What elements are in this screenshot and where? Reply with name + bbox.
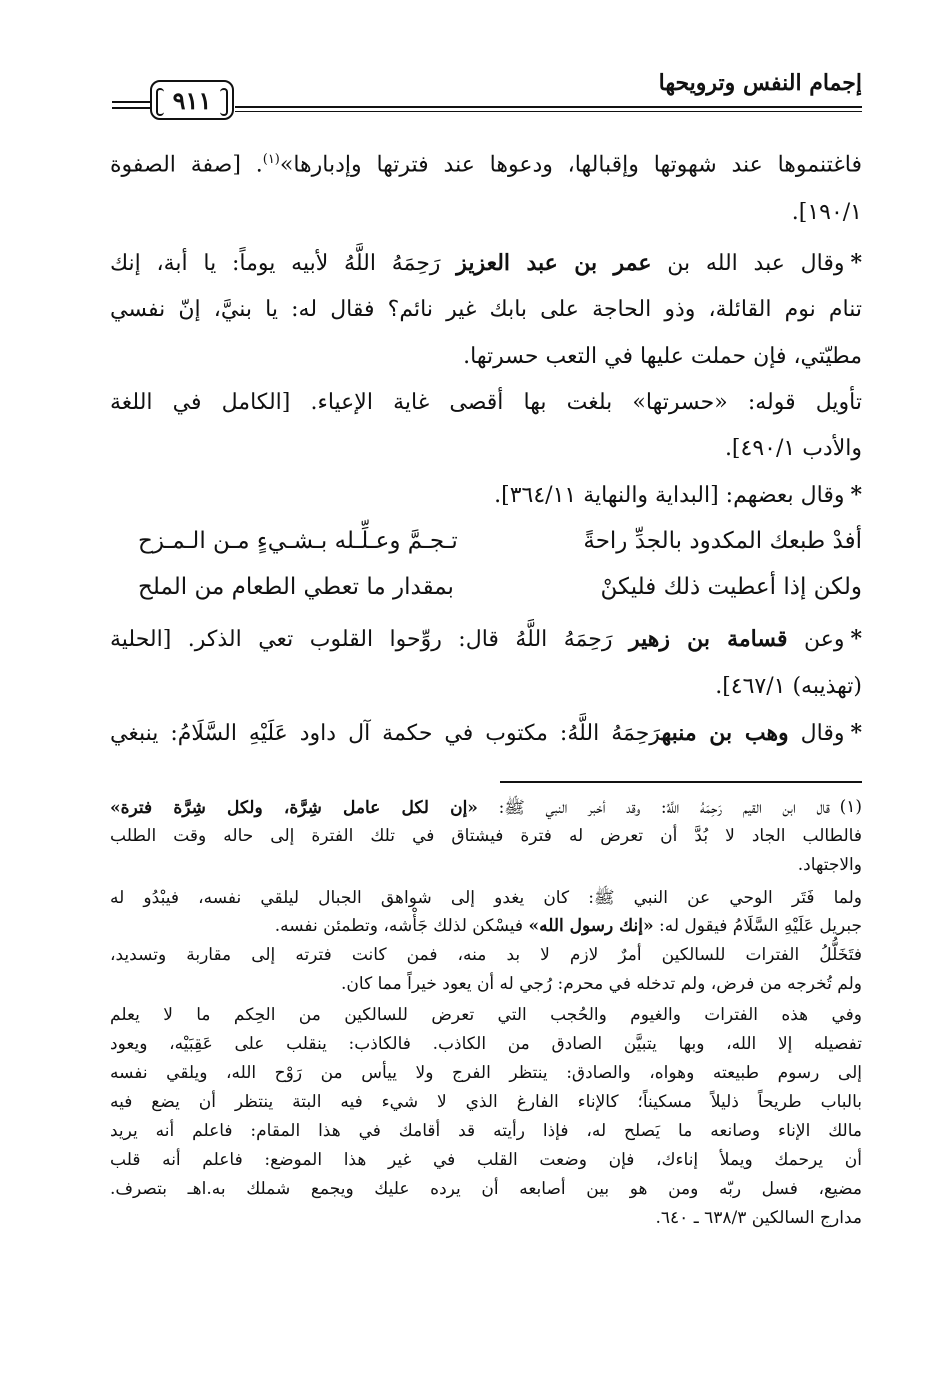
header-rule-thin	[235, 111, 862, 112]
bullet-star: *	[850, 626, 862, 652]
hadith-quote: «إنك رسول الله»	[528, 916, 654, 936]
body-text: رَحِمَهُ اللَّهُ لأبيه يوماً: يا أبة، إنك	[110, 251, 441, 276]
footnote-line-4: ولما فَتَر الوحي عن النبي ﷺ: كان يغدو إلى شواهق الجبال ليلقي نفسه، فيبْدُو له	[110, 888, 863, 908]
body-text: رَحِمَهُ اللَّهُ قال: روِّحوا القلوب تعي الذكر. [الحلية	[110, 627, 613, 652]
body-text: وقال	[800, 721, 845, 746]
body-line-4	[110, 297, 862, 322]
page-number-text: ٩١١	[172, 85, 212, 115]
verse-1-first-hemistich: أفدْ طبعك المكدود بالجدِّ راحةً	[583, 528, 862, 554]
header-rule	[235, 106, 862, 108]
bullet-star: *	[850, 720, 863, 746]
footnote-line-8: وفي هذه الفترات والغيوم والحُجب التي تعرض للسالكين من الحِكم ما لا يعلم	[110, 1005, 862, 1025]
verse-2-second-hemistich: بمقدار ما تعطي الطعام من الملح	[138, 574, 454, 600]
footnote-line-5	[110, 916, 862, 936]
body-line-3	[110, 250, 862, 276]
body-text: وقال عبد الله بن	[667, 251, 845, 276]
verse-1-second-hemistich: تـجـمَّ وعـلِّـله بـشـيءٍ مـن الـمـزح	[138, 528, 458, 554]
footnote-ref: (١)	[262, 152, 280, 167]
body-line-11	[110, 720, 862, 746]
footnote-number: (١)	[839, 797, 862, 817]
body-text: رَحِمَهُ اللَّهُ: مكتوب في حكمة آل داود عَلَيْهِ السَّلَامُ: ينبغي	[110, 721, 662, 746]
footnote-text: جبريل عَلَيْهِ السَّلَامُ فيقول له:	[658, 916, 862, 936]
body-text: وقال بعضهم: [البداية والنهاية ٣٦٤/١١].	[494, 483, 845, 508]
body-line-5	[110, 344, 862, 369]
running-header-title: إجمام النفس وترويحها	[658, 70, 862, 96]
body-line-9	[110, 626, 862, 652]
footnote-line-7: ولم تُخرجه من فرض، ولم تدخله في محرم: رُجي له أن يعود خيراً مما كان.	[341, 974, 862, 994]
verse-2-first-hemistich: ولكن إذا أعطيت ذلك فليكنْ	[600, 574, 862, 600]
body-text: تأويل قوله: «حسرتها» بلغت بها أقصى غاية الإعياء. [الكامل في اللغة	[110, 390, 862, 415]
footnote-line-12: مالك الإناء وصانعه ما يَصلح له، فإذا رأيته قد أقامك في هذا المقام: فاعلم أنه يريد	[110, 1121, 862, 1141]
body-text: . [صفة الصفوة	[110, 152, 263, 178]
body-line-2	[110, 200, 862, 225]
body-text: (تهذيبه) ٤٦٧/١].	[715, 674, 862, 699]
hadith-quote: «إن لكل عامل شِرَّة، ولكل شِرَّة فترة»	[110, 798, 478, 818]
body-line-10	[110, 674, 862, 699]
footnote-text: فيسْكن لذلك جَأْشه، وتطمئن نفسه.	[274, 916, 524, 936]
footnote-line-1	[110, 797, 830, 822]
footnote-line-2: فالطالب الجاد لا بُدَّ أن تعرض له فترة فيشتاق في تلك الفترة إلى حاله وقت الطلب	[110, 826, 862, 846]
page-number	[150, 80, 234, 120]
body-line-6	[110, 390, 862, 415]
body-text: تنام نوم القائلة، وذو الحاجة على بابك غير نائم؟ فقال له: يا بنيَّ، إنّ نفسي	[110, 297, 862, 322]
header-rule-left-2	[112, 107, 150, 109]
person-name: عمر بن عبد العزيز	[456, 250, 652, 276]
bullet-star: *	[850, 482, 862, 508]
footnote-line-3: والاجتهاد.	[797, 855, 862, 875]
footnote-line-11: بالباب طريحاً ذليلاً مسكيناً؛ كالإناء الفارغ الذي لا شيء فيه البتة ينتظر أن يضع فيه	[110, 1092, 862, 1112]
footnote-line-6: فتَخَلُّلُ الفترات للسالكين أمرٌ لازم لا بد منه، فمن كانت فترته إلى مقاربة وتسديد،	[110, 945, 862, 965]
body-line-8	[110, 482, 862, 508]
body-text: مطيّتي، فإن حملت عليها في التعب حسرتها.	[463, 344, 862, 369]
footnote-line-9: تفصيله إلا الله، وبها يتبيَّن الصادق من الكاذب. فالكاذب: ينقلب على عَقِبَيْه، ويعود	[110, 1034, 862, 1054]
person-name: وهب بن منبه	[661, 720, 789, 746]
body-text: ١٩٠/١].	[791, 200, 862, 225]
footnote-line-15: مدارج السالكين ٦٣٨/٣ ـ ٦٤٠.	[655, 1208, 862, 1228]
footnote-separator	[500, 781, 862, 783]
person-name: قسامة بن زهير	[628, 626, 788, 652]
header-rule-left	[112, 101, 150, 103]
footnote-line-10: إلى رسوم طبيعته وهواه، والصادق: ينتظر الفرج ولا ييأس من رَوْح الله، ويلقي نفسه	[110, 1063, 862, 1083]
body-text: وعن	[803, 627, 845, 652]
body-text: والأدب ٤٩٠/١].	[724, 436, 862, 461]
footnote-line-13: أن يرحمك ويملأ إناءك، فإن وضعت القلب في غير هذا الموضع: فاعلم أنه قلب	[110, 1150, 862, 1170]
body-line-1	[110, 152, 862, 177]
footnote-line-14: مضيع، فسل ربّه ومن هو بين أصابعه أن يرده عليك ويجمع شملك به.اهـ بتصرف.	[110, 1179, 862, 1199]
body-text: فاغتنموها عند شهوتها وإقبالها، ودعوها عند فترتها وإدبارها»	[279, 152, 862, 178]
body-line-7	[110, 436, 862, 461]
bullet-star: *	[850, 250, 862, 276]
footnote-text: قال ابن القيم رَحِمَهُ اللَّهُ: وقد أخبر النبي ﷺ:	[498, 798, 830, 818]
